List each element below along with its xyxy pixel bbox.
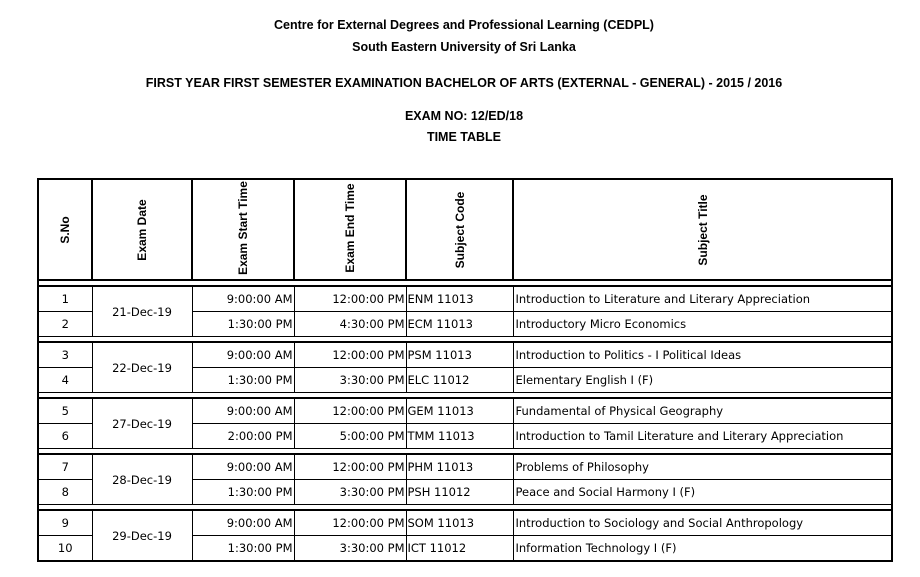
cell-end-time: 5:00:00 PM bbox=[294, 424, 406, 449]
cell-subject-title: Elementary English I (F) bbox=[513, 368, 892, 393]
cell-subject-title: Introduction to Politics - I Political Ideas bbox=[513, 342, 892, 368]
cell-subject-title: Information Technology I (F) bbox=[513, 536, 892, 562]
cell-sno: 4 bbox=[38, 368, 92, 393]
column-header-exam-date bbox=[92, 179, 192, 280]
table-header-row bbox=[38, 179, 892, 280]
cell-subject-code: PSH 11012 bbox=[406, 480, 513, 505]
table-row bbox=[38, 398, 892, 424]
cell-sno: 10 bbox=[38, 536, 92, 562]
cell-sno: 3 bbox=[38, 342, 92, 368]
cell-subject-code: ELC 11012 bbox=[406, 368, 513, 393]
cell-end-time: 3:30:00 PM bbox=[294, 536, 406, 562]
cell-subject-code: ICT 11012 bbox=[406, 536, 513, 562]
cell-subject-title: Peace and Social Harmony I (F) bbox=[513, 480, 892, 505]
cell-subject-title: Fundamental of Physical Geography bbox=[513, 398, 892, 424]
cell-end-time: 12:00:00 PM bbox=[294, 398, 406, 424]
cell-sno: 1 bbox=[38, 286, 92, 312]
timetable bbox=[37, 178, 893, 562]
column-header-subject-code bbox=[406, 179, 513, 280]
table-row bbox=[38, 286, 892, 312]
cell-start-time: 1:30:00 PM bbox=[192, 480, 294, 505]
column-header-label: Exam Date bbox=[135, 198, 149, 261]
cell-sno: 2 bbox=[38, 312, 92, 337]
cell-start-time: 9:00:00 AM bbox=[192, 342, 294, 368]
timetable-heading: TIME TABLE bbox=[426, 130, 502, 144]
cell-exam-date: 28-Dec-19 bbox=[92, 454, 192, 505]
exam-title: FIRST YEAR FIRST SEMESTER EXAMINATION BACHELOR OF ARTS (EXTERNAL - GENERAL) - 2015 / 2016 bbox=[145, 76, 783, 90]
cell-subject-code: PHM 11013 bbox=[406, 454, 513, 480]
cell-subject-code: TMM 11013 bbox=[406, 424, 513, 449]
cell-end-time: 4:30:00 PM bbox=[294, 312, 406, 337]
cell-sno: 6 bbox=[38, 424, 92, 449]
timetable-body bbox=[38, 280, 892, 561]
cell-subject-title: Introduction to Literature and Literary Appreciation bbox=[513, 286, 892, 312]
cell-exam-date: 29-Dec-19 bbox=[92, 510, 192, 561]
cell-exam-date: 22-Dec-19 bbox=[92, 342, 192, 393]
column-header-subject-title bbox=[513, 179, 892, 280]
university-name: South Eastern University of Sri Lanka bbox=[352, 40, 576, 54]
exam-number: EXAM NO: 12/ED/18 bbox=[404, 109, 524, 123]
cell-sno: 9 bbox=[38, 510, 92, 536]
cell-start-time: 9:00:00 AM bbox=[192, 454, 294, 480]
cell-start-time: 9:00:00 AM bbox=[192, 398, 294, 424]
cell-sno: 7 bbox=[38, 454, 92, 480]
table-row bbox=[38, 510, 892, 536]
cell-subject-code: ENM 11013 bbox=[406, 286, 513, 312]
cell-end-time: 12:00:00 PM bbox=[294, 342, 406, 368]
cell-subject-code: GEM 11013 bbox=[406, 398, 513, 424]
cell-start-time: 2:00:00 PM bbox=[192, 424, 294, 449]
column-header-label: S.No bbox=[58, 215, 72, 244]
cell-exam-date: 27-Dec-19 bbox=[92, 398, 192, 449]
table-row bbox=[38, 342, 892, 368]
cell-start-time: 9:00:00 AM bbox=[192, 510, 294, 536]
cell-end-time: 3:30:00 PM bbox=[294, 368, 406, 393]
cell-start-time: 1:30:00 PM bbox=[192, 368, 294, 393]
cell-end-time: 12:00:00 PM bbox=[294, 286, 406, 312]
column-header-label: Exam End Time bbox=[343, 183, 357, 273]
institution-title: Centre for External Degrees and Professional Learning (CEDPL) bbox=[274, 18, 654, 32]
cell-subject-code: SOM 11013 bbox=[406, 510, 513, 536]
column-header-start-time bbox=[192, 179, 294, 280]
cell-subject-title: Problems of Philosophy bbox=[513, 454, 892, 480]
cell-subject-title: Introduction to Sociology and Social Anthropology bbox=[513, 510, 892, 536]
cell-sno: 8 bbox=[38, 480, 92, 505]
cell-start-time: 9:00:00 AM bbox=[192, 286, 294, 312]
table-row bbox=[38, 454, 892, 480]
column-header-end-time bbox=[294, 179, 406, 280]
cell-start-time: 1:30:00 PM bbox=[192, 312, 294, 337]
column-header-label: Subject Title bbox=[695, 193, 710, 266]
cell-end-time: 12:00:00 PM bbox=[294, 510, 406, 536]
column-header-sno bbox=[38, 179, 92, 280]
cell-start-time: 1:30:00 PM bbox=[192, 536, 294, 562]
cell-sno: 5 bbox=[38, 398, 92, 424]
cell-end-time: 3:30:00 PM bbox=[294, 480, 406, 505]
cell-exam-date: 21-Dec-19 bbox=[92, 286, 192, 337]
cell-subject-code: PSM 11013 bbox=[406, 342, 513, 368]
column-header-label: Exam Start Time bbox=[236, 181, 250, 275]
cell-subject-code: ECM 11013 bbox=[406, 312, 513, 337]
cell-end-time: 12:00:00 PM bbox=[294, 454, 406, 480]
cell-subject-title: Introduction to Tamil Literature and Literary Appreciation bbox=[513, 424, 892, 449]
cell-subject-title: Introductory Micro Economics bbox=[513, 312, 892, 337]
column-header-label: Subject Code bbox=[452, 191, 467, 268]
